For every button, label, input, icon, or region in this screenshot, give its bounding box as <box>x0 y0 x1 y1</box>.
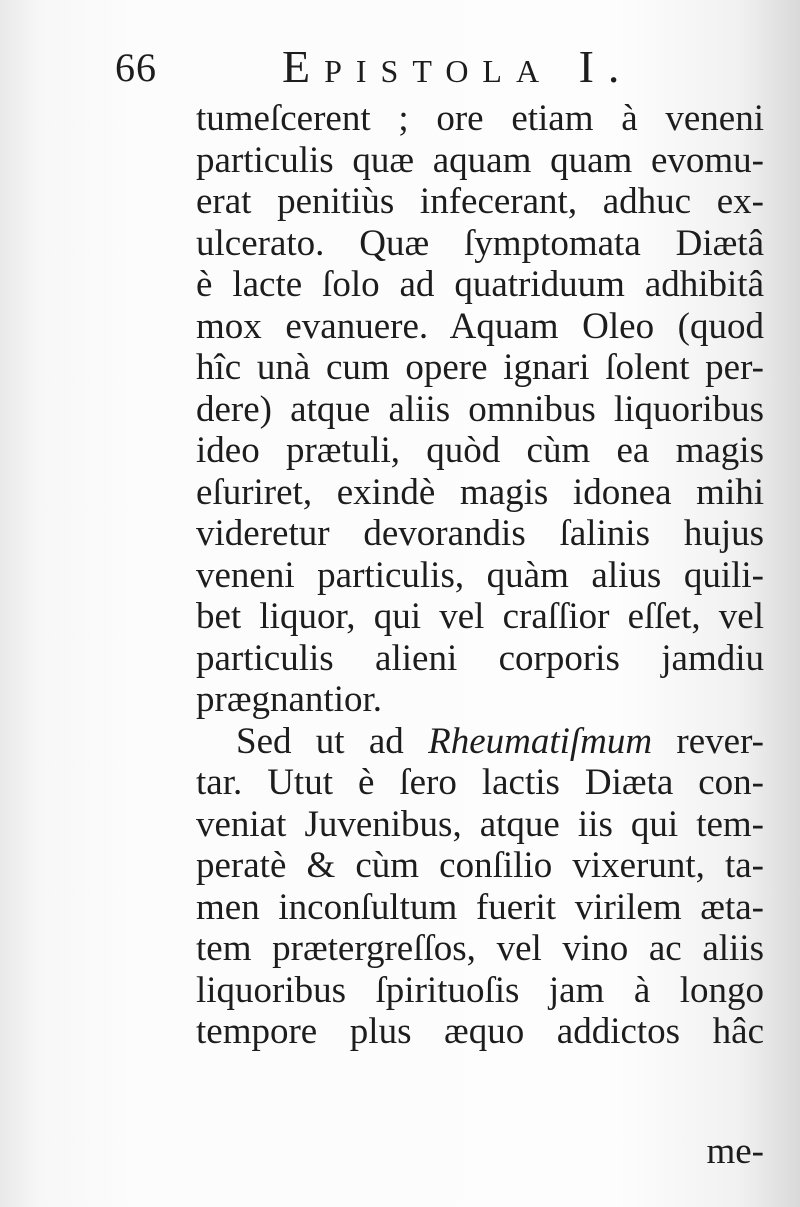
text-line: bet liquor, qui vel craſſior eſſet, vel <box>196 596 764 637</box>
text-line: men inconſultum fuerit virilem æta- <box>196 886 764 928</box>
text-line: liquoribus ſpirituoſis jam à longo <box>196 969 764 1011</box>
text-line: particulis alieni corporis jamdiu <box>196 637 764 679</box>
text-line: tempore plus æquo addictos hâc <box>196 1011 764 1052</box>
text-line: veniat Juvenibus, atque iis qui tem- <box>196 803 764 845</box>
text-line: tumeſcerent ; ore etiam à veneni <box>196 98 764 139</box>
paragraph-start-line <box>196 721 764 763</box>
italic-term: Rheumatiſmum <box>428 720 653 762</box>
text-line: eſuriret, exindè magis idonea mihi <box>196 471 764 513</box>
text-line: tar. Utut è ſero lactis Diæta con- <box>196 762 764 803</box>
text-line: mox evanuere. Aquam Oleo (quod <box>196 305 764 347</box>
text-line: è lacte ſolo ad quatriduum adhibitâ <box>196 264 764 305</box>
text-line: particulis quæ aquam quam evomu- <box>196 139 764 181</box>
text-line: videretur devorandis ſalinis hujus <box>196 513 764 554</box>
text-line: dere) atque aliis omnibus liquoribus <box>196 388 764 430</box>
catchword: me- <box>706 1131 764 1172</box>
text-line: hîc unà cum opere ignari ſolent per- <box>196 347 764 388</box>
page-number: 66 <box>115 45 157 90</box>
text-line: tem prætergreſſos, vel vino ac aliis <box>196 928 764 969</box>
text-line: veneni particulis, quàm alius quili- <box>196 554 764 596</box>
text-line: peratè & cùm conſilio vixerunt, ta- <box>196 845 764 886</box>
running-head: Epistola I. <box>282 41 634 92</box>
text-line: ideo prætuli, quòd cùm ea magis <box>196 430 764 471</box>
body-text <box>196 98 764 1053</box>
paragraph2-suffix: rever- <box>652 720 764 762</box>
text-line: erat penitiùs infecerant, adhuc ex- <box>196 181 764 222</box>
text-line: prægnantior. <box>196 679 383 720</box>
page-header <box>0 40 800 100</box>
text-line: ulcerato. Quæ ſymptomata Diætâ <box>196 222 764 264</box>
paragraph2-prefix: Sed ut ad <box>236 720 429 762</box>
